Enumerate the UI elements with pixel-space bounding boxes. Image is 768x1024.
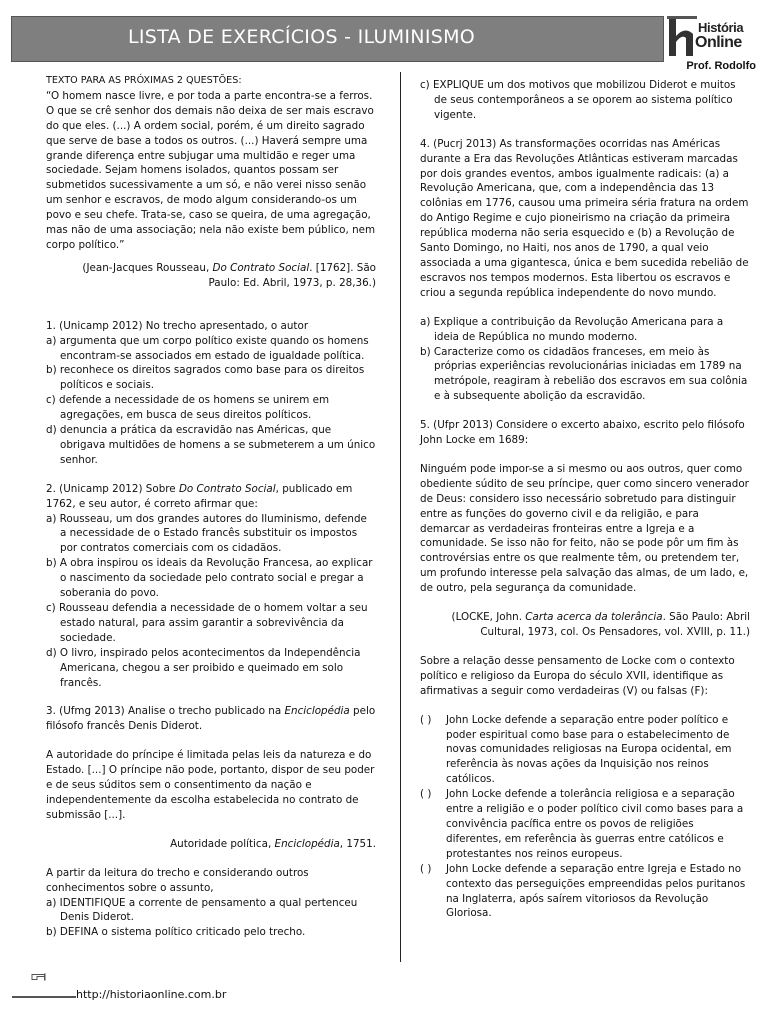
q4-text: 4. (Pucrj 2013) As transformações ocorridas nas Américas durante a Era das Revoluções Atlânticas estiveram marcadas por dois grandes eventos, ambos igualmente radicais: (a) a Revolução Americana, que, com a independência das 13 colônias em 1776, causou uma primeira séria fratura na ordem do Antigo Regime e cujo pioneirismo na criação da primeira república moderna não seria esquecido e (b) a Revolução de Santo Domingo, no Haiti, nos anos de 1790, a qual veio associada a uma gigantesca, única e bem sucedida rebelião de escravos nos tempos modernos. Esta libertou os escravos e criou a segunda república independente do novo mundo. bbox=[420, 137, 749, 299]
logo-line2: Online bbox=[695, 34, 742, 51]
q5-statement-1-text: John Locke defende a separação entre poder político e poder espiritual como base para o estabelecimento de novas comunidades religiosas na Europa ocidental, em referência às novas ações da Inquisição nos reinos católicos. bbox=[446, 713, 732, 786]
q2-option-d: d) O livro, inspirado pelos acontecimentos da Independência Americana, chegou a ser proibido e queimado em solo francês. bbox=[46, 646, 361, 689]
q5-prompt: Sobre a relação desse pensamento de Locke com o contexto político e religioso da Europa do século XVII, identifique as afirmativas a seguir como verdadeiras (V) ou falsas (F): bbox=[420, 654, 735, 697]
rousseau-source: (Jean-Jacques Rousseau, Do Contrato Social. [1762]. São Paulo: Ed. Abril, 1973, p. 28,36.) bbox=[82, 261, 376, 289]
right-column bbox=[420, 78, 750, 921]
rousseau-quote: “O homem nasce livre, e por toda a parte encontra-se a ferros. O que se crê senhor dos demais não deixa de ser mais escravo do que eles. (...) A ordem social, porém, é um direito sagrado que serve de base a todos os outros. (...) Haverá sempre uma grande diferença entre subjugar uma multidão e reger uma sociedade. Sejam homens isolados, quantos possam ser submetidos sucessivamente a um só, e não verei nisso senão um senhor e escravos, de modo algum considerando-os um povo e seu chefe. Trata-se, caso se queira, de uma agregação, mas não de uma associação; nela não existe bem público, nem corpo político.” bbox=[46, 89, 376, 251]
q1-option-d: d) denuncia a prática da escravidão nas Américas, que obrigava multidões de homens a se submeterem a um único senhor. bbox=[46, 424, 376, 466]
q3-source: Autoridade política, Enciclopédia, 1751. bbox=[170, 837, 376, 850]
header-bar bbox=[11, 16, 664, 62]
intro-label: TEXTO PARA AS PRÓXIMAS 2 QUESTÕES: bbox=[46, 75, 242, 86]
q5-stem: 5. (Ufpr 2013) Considere o excerto abaixo, escrito pelo filósofo John Locke em 1689: bbox=[420, 419, 745, 447]
answer-blank[interactable]: ( ) bbox=[420, 713, 432, 726]
q3-prompt: A partir da leitura do trecho e considerando outros conhecimentos sobre o assunto, bbox=[46, 866, 309, 894]
logo-line1: História bbox=[698, 20, 744, 35]
q2-stem: 2. (Unicamp 2012) Sobre Do Contrato Social, publicado em 1762, e seu autor, é correto afirmar que: bbox=[46, 482, 353, 510]
footer-url[interactable]: http://historiaonline.com.br bbox=[76, 988, 227, 1001]
page-title: LISTA DE EXERCÍCIOS - ILUMINISMO bbox=[128, 26, 476, 48]
footer-logo-icon bbox=[30, 968, 70, 990]
q4-item-a: a) Explique a contribuição da Revolução Americana para a ideia de República no mundo moderno. bbox=[420, 315, 724, 343]
q3-item-a: a) IDENTIFIQUE a corrente de pensamento a qual pertenceu Denis Diderot. bbox=[46, 896, 358, 924]
q3-stem: 3. (Ufmg 2013) Analise o trecho publicado na Enciclopédia pelo filósofo francês Denis Diderot. bbox=[46, 705, 376, 733]
q1-option-c: c) defende a necessidade de os homens se unirem em agregações, em busca de seus direitos políticos. bbox=[46, 394, 330, 422]
q2-option-c: c) Rousseau defendia a necessidade de o homem voltar a seu estado natural, para assim garantir a sobrevivência da sociedade. bbox=[46, 602, 368, 644]
answer-blank[interactable]: ( ) bbox=[420, 788, 432, 801]
q5-statement-3-text: John Locke defende a separação entre Igreja e Estado no contexto das perseguições empreendidas pelos puritanos na Inglaterra, após saírem vitoriosos da Revolução Gloriosa. bbox=[446, 862, 746, 920]
left-column bbox=[46, 74, 376, 940]
q5-source: (LOCKE, John. Carta acerca da tolerância. São Paulo: Abril Cultural, 1973, col. Os Pensadores, vol. XVIII, p. 11.) bbox=[451, 611, 750, 638]
author-label: Prof. Rodolfo bbox=[686, 60, 756, 72]
q5-statement-2-text: John Locke defende a tolerância religiosa e a separação entre a religião e o poder político civil como bases para a convivência pacífica entre os povos de religiões diferentes, em referência às guerras entre católicos e protestantes nos reinos europeus. bbox=[446, 788, 744, 860]
q1-option-a: a) argumenta que um corpo político existe quando os homens encontram-se associados em estado de igualdade política. bbox=[46, 334, 369, 362]
q5-statement-3 bbox=[420, 862, 750, 922]
q4-item-b: b) Caracterize como os cidadãos franceses, em meio às próprias experiências revolucionárias iniciadas em 1789 na metrópole, reagiram à rebelião dos escravos em sua colônia e à subsequente abolição da escravidão. bbox=[420, 345, 748, 403]
q3-excerpt: A autoridade do príncipe é limitada pelas leis da natureza e do Estado. [...] O príncipe não pode, portanto, dispor de seu poder e de seus súditos sem o consentimento da nação e independentemente da escolha estabelecida no contrato de submissão [...]. bbox=[46, 749, 375, 821]
q3-item-c: c) EXPLIQUE um dos motivos que mobilizou Diderot e muitos de seus contemporâneos a se oporem ao sistema político vigente. bbox=[420, 79, 736, 121]
q5-quote: Ninguém pode impor-se a si mesmo ou aos outros, quer como obediente súdito de seu príncipe, quer como sincero venerador de Deus: considero isso necessário sobretudo para distinguir entre as funções do governo civil e da religião, e para demarcar as verdadeiras fronteiras entre a Igreja e a comunidade. Se isso não for feito, não se pode pôr um fim às controvérsias entre os que realmente têm, ou pretendem ter, um profundo interesse pela salvação das almas, de um lado, e, de outro, pela segurança da comunidade. bbox=[420, 462, 749, 595]
column-divider bbox=[400, 72, 401, 962]
q5-statement-2 bbox=[420, 787, 750, 862]
q1-option-b: b) reconhece os direitos sagrados como base para os direitos políticos e sociais. bbox=[46, 364, 365, 392]
answer-blank[interactable]: ( ) bbox=[420, 862, 432, 875]
q2-option-b: b) A obra inspirou os ideais da Revolução Francesa, ao explicar o nascimento da sociedade pelo contrato social e pregar a soberania do povo. bbox=[46, 557, 373, 600]
q1-stem: 1. (Unicamp 2012) No trecho apresentado, o autor bbox=[46, 319, 309, 332]
q2-option-a: a) Rousseau, um dos grandes autores do Iluminismo, defende a necessidade de o Estado francês substituir os impostos por contratos comerciais com os cidadãos. bbox=[46, 512, 367, 555]
q3-item-b: b) DEFINA o sistema político criticado pelo trecho. bbox=[46, 926, 306, 939]
historia-online-logo bbox=[665, 14, 759, 62]
footer-line bbox=[12, 996, 76, 998]
q5-statement-1 bbox=[420, 713, 750, 788]
